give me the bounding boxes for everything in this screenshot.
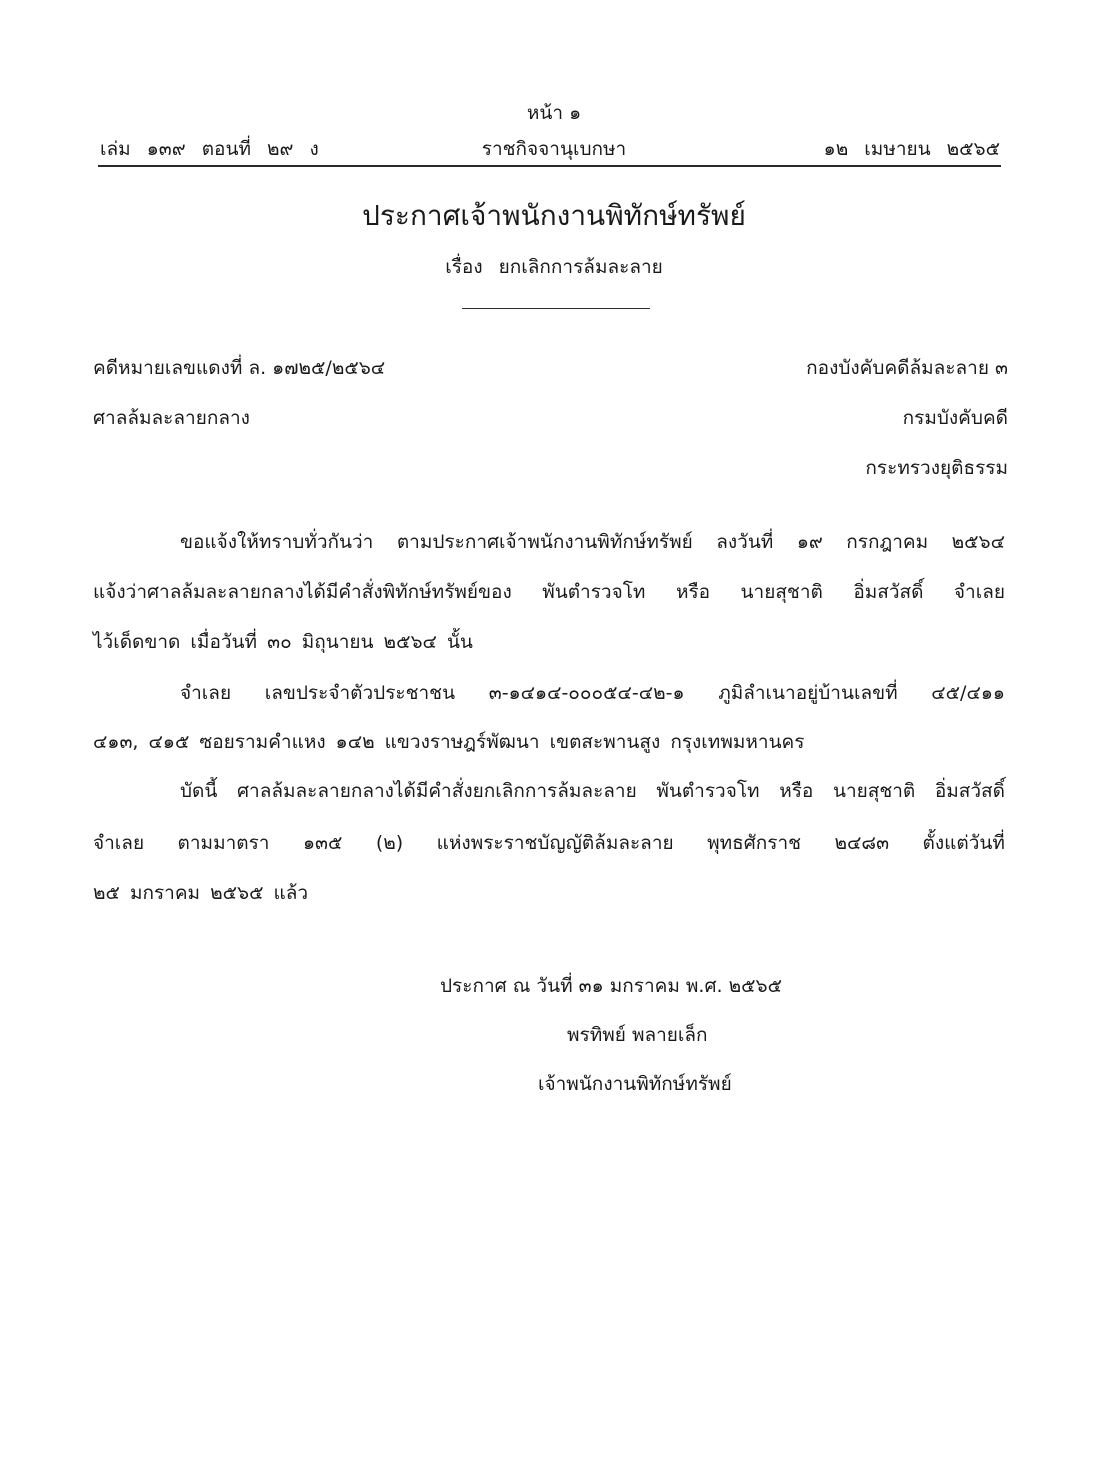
word: ตามมาตรา <box>177 832 270 854</box>
word: ๔๕/๔๑๑ <box>931 682 1005 704</box>
header-divider <box>98 165 1001 167</box>
announcement-date: ประกาศ ณ วันที่ ๓๑ มกราคม พ.ศ. ๒๕๖๕ <box>440 975 782 997</box>
word: ลงวันที่ <box>716 531 774 553</box>
gazette-name: ราชกิจจานุเบกษา <box>481 138 627 160</box>
word: ๑๙ <box>796 531 823 553</box>
office-division: กองบังคับคดีล้มละลาย ๓ <box>806 357 1008 379</box>
word: ๑๓๕ <box>302 832 343 854</box>
word: เลขประจำตัวประชาชน <box>264 682 456 704</box>
paragraph-1-line-3: ไว้เด็ดขาด เมื่อวันที่ ๓๐ มิถุนายน ๒๕๖๔ นั้น <box>93 631 473 653</box>
word: ตั้งแต่วันที่ <box>922 832 1005 854</box>
word: นายสุชาติ <box>832 780 916 802</box>
word: บัดนี้ <box>180 780 218 802</box>
word: กรกฎาคม <box>846 531 929 553</box>
word: พันตำรวจโท <box>656 780 760 802</box>
signatory-position: เจ้าพนักงานพิทักษ์ทรัพย์ <box>538 1073 732 1095</box>
announcement-title: ประกาศเจ้าพนักงานพิทักษ์ทรัพย์ <box>362 199 746 232</box>
word: (๒) <box>375 832 404 854</box>
word: ศาลล้มละลายกลางได้มีคำสั่งยกเลิกการล้มละลาย <box>237 780 637 802</box>
word: ๓-๑๔๑๔-๐๐๐๕๔-๔๒-๑ <box>488 682 685 704</box>
word: ๒๔๘๓ <box>834 832 890 854</box>
word: แห่งพระราชบัญญัติล้มละลาย <box>436 832 674 854</box>
office-ministry: กระทรวงยุติธรรม <box>865 457 1008 479</box>
word: จำเลย <box>180 682 232 704</box>
paragraph-1-line-1 <box>180 527 1005 557</box>
word: พุทธศักราช <box>707 832 802 854</box>
signatory-name: พรทิพย์ พลายเล็ก <box>567 1024 708 1046</box>
paragraph-1-line-2 <box>93 577 1005 607</box>
gazette-date: ๑๒ เมษายน ๒๕๖๕ <box>823 138 1000 160</box>
word: จำเลย <box>953 581 1005 603</box>
word: หรือ <box>675 581 711 603</box>
word: นายสุชาติ <box>740 581 823 603</box>
case-number: คดีหมายเลขแดงที่ ล. ๑๗๒๕/๒๕๖๔ <box>93 357 386 379</box>
announcement-subject: เรื่อง ยกเลิกการล้มละลาย <box>445 256 663 278</box>
page-number: หน้า ๑ <box>526 102 582 124</box>
word: แจ้งว่าศาลล้มละลายกลางได้มีคำสั่งพิทักษ์ทรัพย์ของ <box>93 581 512 603</box>
paragraph-2-line-2: ๔๑๓, ๔๑๕ ซอยรามคำแหง ๑๔๒ แขวงราษฎร์พัฒนา เขตสะพานสูง กรุงเทพมหานคร <box>93 731 805 753</box>
subject-divider <box>462 308 650 309</box>
paragraph-3-line-1 <box>180 776 1005 806</box>
word: อิ่มสวัสดิ์ <box>934 780 1005 802</box>
word: พันตำรวจโท <box>542 581 646 603</box>
word: ภูมิลำเนาอยู่บ้านเลขที่ <box>718 682 898 704</box>
court-name: ศาลล้มละลายกลาง <box>93 407 250 429</box>
word: จำเลย <box>93 832 145 854</box>
paragraph-3-line-2 <box>93 828 1005 858</box>
paragraph-3-line-3: ๒๕ มกราคม ๒๕๖๕ แล้ว <box>93 882 309 904</box>
paragraph-2-line-1 <box>180 678 1005 708</box>
word: ๒๕๖๔ <box>951 531 1005 553</box>
word: ขอแจ้งให้ทราบทั่วกันว่า <box>180 531 374 553</box>
gazette-volume: เล่ม ๑๓๙ ตอนที่ ๒๙ ง <box>100 138 319 160</box>
office-department: กรมบังคับคดี <box>902 407 1008 429</box>
word: หรือ <box>779 780 814 802</box>
word: อิ่มสวัสดิ์ <box>853 581 924 603</box>
word: ตามประกาศเจ้าพนักงานพิทักษ์ทรัพย์ <box>396 531 693 553</box>
